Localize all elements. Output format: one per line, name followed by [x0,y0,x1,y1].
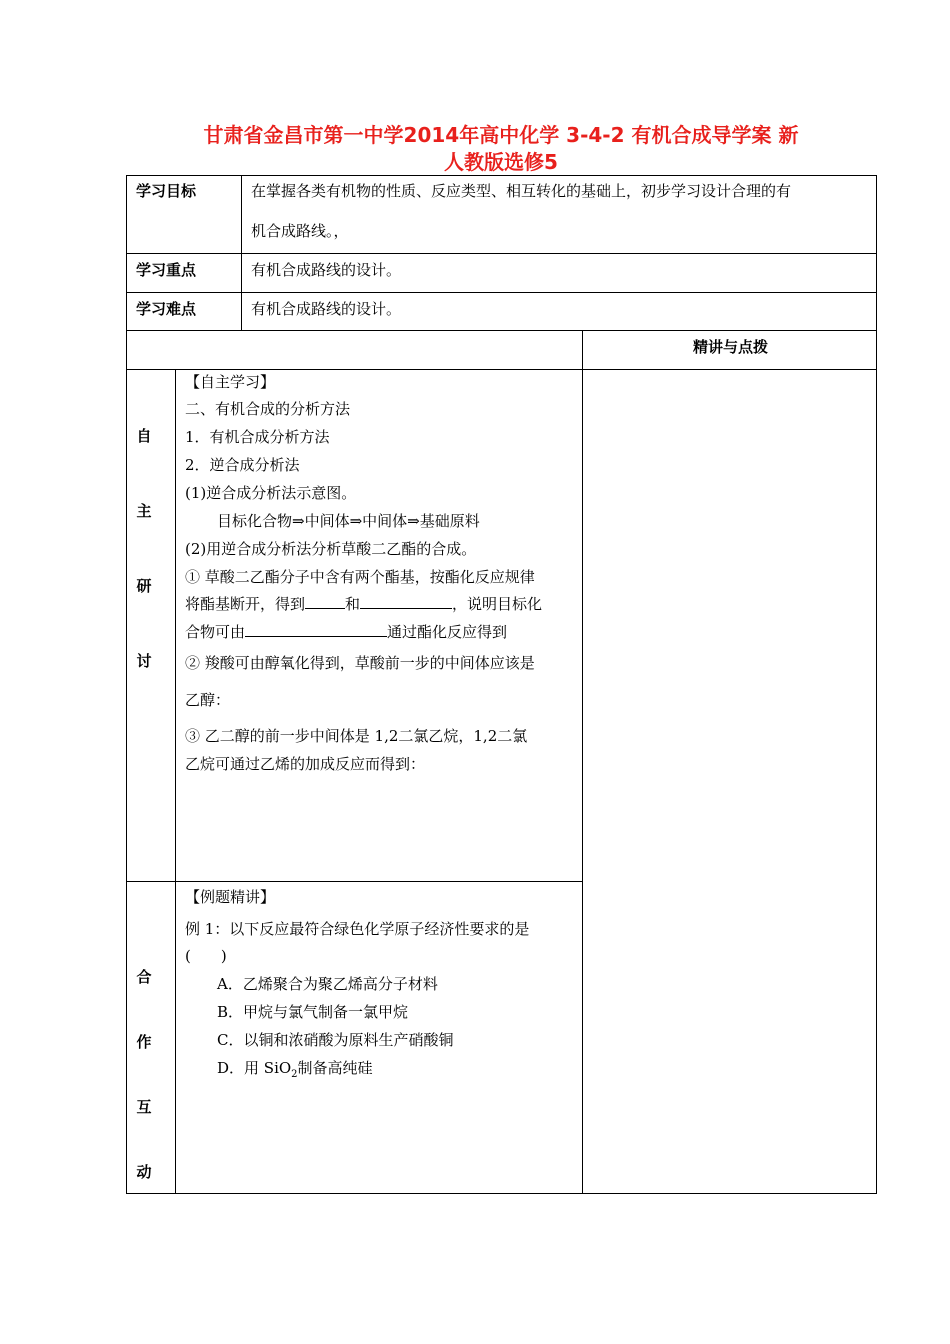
fill-text: 将酯基断开，得到 [185,595,306,613]
fill-in-line [185,593,542,614]
title-line-2: 人教版选修5 [444,150,558,174]
section1-line: (1)逆合成分析法示意图。 [185,484,357,502]
column-divider [582,330,583,1194]
section1-line: 二、有机合成的分析方法 [185,400,351,418]
option-b: B．甲烷与氯气制备一氯甲烷 [217,1003,409,1021]
row-divider [126,881,582,882]
section1-line: 1．有机合成分析方法 [185,428,330,446]
column-divider [241,175,242,330]
key-label: 学习重点 [136,261,197,279]
section1-line: (2)用逆合成分析法分析草酸二乙酯的合成。 [185,540,477,558]
section2-label-char: 互 [136,1098,152,1116]
fill-text: 通过酯化反应得到 [387,623,508,641]
option-a: A．乙烯聚合为聚乙烯高分子材料 [217,975,438,993]
section1-line: 2．逆合成分析法 [185,456,300,474]
difficult-label: 学习难点 [136,300,197,318]
row-divider [126,253,877,254]
side-header: 精讲与点拨 [693,338,769,356]
synthesis-scheme: 目标化合物⇒中间体⇒中间体⇒基础原料 [217,512,480,530]
section1-label-char: 研 [136,577,152,595]
section1-heading: 【自主学习】 [185,373,276,391]
document-title [126,122,876,176]
row-divider [126,330,877,331]
row-divider [126,369,877,370]
answer-blank-2[interactable] [360,594,452,609]
option-d-prefix: D．用 SiO [217,1059,292,1077]
row-divider [126,292,877,293]
column-divider [175,369,176,1194]
option-d-suffix: 制备高纯硅 [297,1059,373,1077]
section1-label-char: 主 [136,502,152,520]
section2-heading: 【例题精讲】 [185,888,276,906]
section1-line: 乙烷可通过乙烯的加成反应而得到： [185,755,426,773]
section2-label-char: 合 [136,968,152,986]
fill-in-line [185,621,507,642]
section1-line: ③ 乙二醇的前一步中间体是 1,2二氯乙烷，1,2二氯 [185,727,528,745]
question-line-1: 例 1：以下反应最符合绿色化学原子经济性要求的是 [185,920,530,938]
section1-line: ② 羧酸可由醇氧化得到，草酸前一步的中间体应该是 [185,654,535,672]
title-line-1: 甘肃省金昌市第一中学2014年高中化学 3-4-2 有机合成导学案 新 [203,123,799,147]
option-d-subscript: 2 [291,1069,298,1080]
key-text: 有机合成路线的设计。 [251,261,402,279]
answer-blank-1[interactable] [305,594,345,609]
section1-line: 乙醇： [185,691,231,709]
goal-label: 学习目标 [136,182,197,200]
question-line-2: ( ) [185,947,227,965]
fill-text: 合物可由 [185,623,246,641]
fill-text: ，说明目标化 [452,595,543,613]
difficult-text: 有机合成路线的设计。 [251,300,402,318]
section1-line: ① 草酸二乙酯分子中含有两个酯基，按酯化反应规律 [185,568,535,586]
goal-text-line-1: 在掌握各类有机物的性质、反应类型、相互转化的基础上，初步学习设计合理的有 [251,182,792,200]
section1-label-char: 自 [136,427,152,445]
option-c: C．以铜和浓硝酸为原料生产硝酸铜 [217,1031,454,1049]
answer-blank-3[interactable] [245,622,387,637]
section2-label-char: 动 [136,1163,152,1181]
goal-text-line-2: 机合成路线。， [251,222,349,240]
section2-label-char: 作 [136,1033,152,1051]
option-d [217,1057,373,1080]
fill-text: 和 [345,595,361,613]
section1-label-char: 讨 [136,652,152,670]
